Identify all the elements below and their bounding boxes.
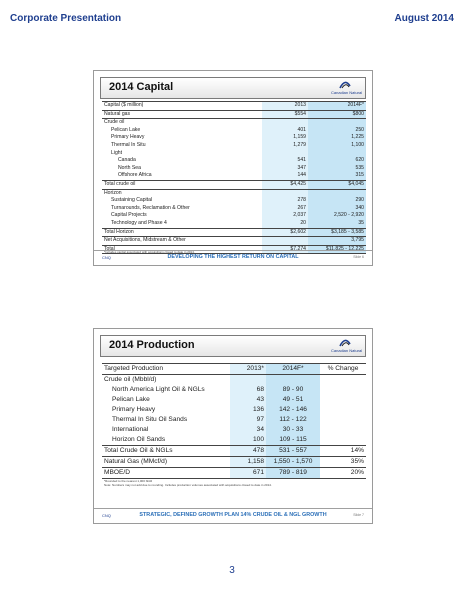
slide-footer: [94, 250, 372, 265]
cell-2014f: 250: [308, 127, 366, 135]
cell-2014f: [308, 119, 366, 127]
table-row: [102, 205, 366, 213]
cell-change: [320, 385, 366, 395]
row-label: Technology and Phase 4: [111, 219, 167, 226]
cell-2014f: 620: [308, 157, 366, 165]
cell-change: 35%: [320, 457, 366, 468]
capital-table: [102, 101, 366, 254]
page-number: 3: [229, 565, 235, 576]
table-row: [102, 212, 366, 220]
cell-2014f: 35: [308, 220, 366, 228]
table-header-row: [102, 102, 366, 111]
company-logo: [331, 338, 363, 354]
table-row: [102, 237, 366, 246]
cell-2013: 478: [230, 446, 266, 457]
cell-2013: 68: [230, 385, 266, 395]
footer-logo: CNQ: [102, 255, 111, 260]
footer-caption: STRATEGIC, DEFINED GROWTH PLAN 14% CRUDE OIL & NGL GROWTH: [139, 512, 327, 518]
logo-swoosh-icon: [339, 338, 351, 347]
table-row: [102, 415, 366, 425]
table-row: [102, 180, 366, 189]
cell-2014f: 49 - 51: [266, 395, 320, 405]
row-label: Pelican Lake: [112, 396, 150, 403]
cell-change: [320, 435, 366, 446]
row-label: Primary Heavy: [112, 406, 156, 413]
cell-2014f: 315: [308, 172, 366, 180]
cell-change: [320, 375, 366, 386]
row-label: Turnarounds, Reclamation & Other: [111, 204, 190, 211]
row-label: Light: [111, 149, 123, 156]
cell-2014f: 142 - 146: [266, 405, 320, 415]
row-label: Crude oil (Mbbl/d): [104, 376, 157, 383]
cell-2014f: 531 - 557: [266, 446, 320, 457]
column-header: 2014F*: [266, 364, 320, 375]
row-label: Horizon: [104, 189, 122, 196]
cell-2014f: 30 - 33: [266, 425, 320, 435]
cell-2013: 347: [262, 165, 308, 173]
cell-2014f: 3,795: [308, 237, 366, 246]
cell-change: [320, 425, 366, 435]
row-label: Natural gas: [102, 110, 262, 119]
row-label: Capital Projects: [111, 212, 147, 219]
table-row: [102, 446, 366, 457]
cell-2014f: $11,825 - 12,225: [308, 245, 366, 254]
footer-logo: CNQ: [102, 513, 111, 518]
footnote: *Includes capital associated with acquisitions closed to date in 2014.: [104, 250, 195, 254]
column-header: % Change: [320, 364, 366, 375]
row-label: Pelican Lake: [111, 126, 141, 133]
slide-number: Slide 7: [353, 513, 364, 517]
table-row: [102, 134, 366, 142]
cell-2013: $2,602: [262, 228, 308, 237]
table-row: [102, 119, 366, 127]
cell-2013: 1,279: [262, 142, 308, 150]
cell-change: 20%: [320, 468, 366, 479]
company-logo: [331, 80, 363, 96]
cell-2013: 100: [230, 435, 266, 446]
row-label: North America Light Oil & NGLs: [112, 386, 205, 393]
cell-2013: 541: [262, 157, 308, 165]
cell-2014f: [308, 189, 366, 197]
table-row: [102, 457, 366, 468]
table-row: [102, 165, 366, 173]
column-header: 2013*: [230, 364, 266, 375]
row-label: Natural Gas (MMcf/d): [102, 457, 230, 468]
cell-2013: 278: [262, 197, 308, 205]
table-row: [102, 385, 366, 395]
cell-2013: 136: [230, 405, 266, 415]
cell-2013: 267: [262, 205, 308, 213]
table-row: [102, 197, 366, 205]
slide-title: 2014 Capital: [109, 81, 174, 93]
table-row: [102, 435, 366, 446]
cell-2013: 43: [230, 395, 266, 405]
table-row: [102, 425, 366, 435]
production-table: [102, 363, 366, 479]
logo-text: Canadian Natural: [331, 90, 363, 95]
table-row: [102, 157, 366, 165]
cell-2014f: [266, 375, 320, 386]
cell-change: [320, 405, 366, 415]
cell-2014f: $3,185 - 3,585: [308, 228, 366, 237]
cell-2013: 671: [230, 468, 266, 479]
row-label: Net Acquisitions, Midstream & Other: [102, 237, 262, 246]
row-label: MBOE/D: [102, 468, 230, 479]
slide-production: [93, 328, 373, 524]
cell-2013: $7,274: [262, 245, 308, 254]
cell-change: [320, 415, 366, 425]
slide-footer: [94, 508, 372, 523]
table-row: [102, 172, 366, 180]
table-row: [102, 189, 366, 197]
slide-title-bar: [100, 335, 366, 357]
cell-2013: 20: [262, 220, 308, 228]
column-header: Capital ($ million): [102, 102, 262, 111]
table-row: [102, 395, 366, 405]
row-label: Total crude oil: [102, 180, 262, 189]
slide-title: 2014 Production: [109, 339, 195, 351]
cell-2014f: 89 - 90: [266, 385, 320, 395]
column-header: 2013: [262, 102, 308, 111]
table-row: [102, 110, 366, 119]
cell-change: 14%: [320, 446, 366, 457]
cell-2013: [262, 189, 308, 197]
cell-2014f: $4,045: [308, 180, 366, 189]
cell-2013: 1,158: [230, 457, 266, 468]
document-title: Corporate Presentation: [10, 13, 122, 24]
cell-2013: $4,425: [262, 180, 308, 189]
cell-2013: $554: [262, 110, 308, 119]
table-row: [102, 405, 366, 415]
cell-2014f: [308, 150, 366, 158]
cell-2013: 34: [230, 425, 266, 435]
table-row: [102, 142, 366, 150]
table-row: [102, 375, 366, 386]
row-label: Horizon Oil Sands: [112, 436, 166, 443]
row-label: Canada: [118, 157, 136, 164]
cell-2014f: 109 - 115: [266, 435, 320, 446]
cell-2013: 144: [262, 172, 308, 180]
row-label: Primary Heavy: [111, 134, 145, 141]
table-header-row: [102, 364, 366, 375]
cell-2014f: 112 - 122: [266, 415, 320, 425]
cell-2013: [262, 119, 308, 127]
slide-capital: [93, 70, 373, 266]
document-date: August 2014: [394, 13, 454, 24]
slide-number: Slide 6: [353, 255, 364, 259]
column-header: Targeted Production: [102, 364, 230, 375]
logo-text: Canadian Natural: [331, 348, 363, 353]
row-label: International: [112, 426, 149, 433]
cell-2014f: 290: [308, 197, 366, 205]
logo-swoosh-icon: [339, 80, 351, 89]
row-label: North Sea: [118, 164, 141, 171]
row-label: Total Crude Oil & NGLs: [102, 446, 230, 457]
cell-2014f: $800: [308, 110, 366, 119]
row-label: Total Horizon: [102, 228, 262, 237]
row-label: Thermal In Situ Oil Sands: [112, 416, 188, 423]
row-label: Crude oil: [104, 119, 125, 126]
row-label: Offshore Africa: [118, 172, 152, 179]
table-row: [102, 150, 366, 158]
cell-2014f: 1,100: [308, 142, 366, 150]
cell-2014f: 340: [308, 205, 366, 213]
cell-2013: [262, 150, 308, 158]
column-header: 2014F*: [308, 102, 366, 111]
footnote: Note: Numbers may not add due to rounding. Includes production volumes associated with acquisitions closed to date in 2014.: [104, 483, 272, 487]
cell-2013: 2,037: [262, 212, 308, 220]
row-label: Total: [102, 245, 262, 254]
cell-change: [320, 395, 366, 405]
cell-2013: [230, 375, 266, 386]
cell-2013: [262, 237, 308, 246]
table-row: [102, 127, 366, 135]
row-label: Thermal In Situ: [111, 141, 146, 148]
table-row: [102, 468, 366, 479]
cell-2014f: 2,520 - 2,920: [308, 212, 366, 220]
table-row: [102, 220, 366, 228]
footer-caption: DEVELOPING THE HIGHEST RETURN ON CAPITAL: [167, 254, 299, 260]
cell-2014f: 535: [308, 165, 366, 173]
cell-2014f: 789 - 819: [266, 468, 320, 479]
cell-2013: 1,159: [262, 134, 308, 142]
cell-2014f: 1,550 - 1,570: [266, 457, 320, 468]
row-label: Sustaining Capital: [111, 197, 153, 204]
cell-2013: 97: [230, 415, 266, 425]
table-row: [102, 228, 366, 237]
cell-2014f: 1,225: [308, 134, 366, 142]
slide-title-bar: [100, 77, 366, 99]
footnote: *Rounded to the nearest 1,000 bbl/d: [104, 479, 153, 483]
cell-2013: 401: [262, 127, 308, 135]
